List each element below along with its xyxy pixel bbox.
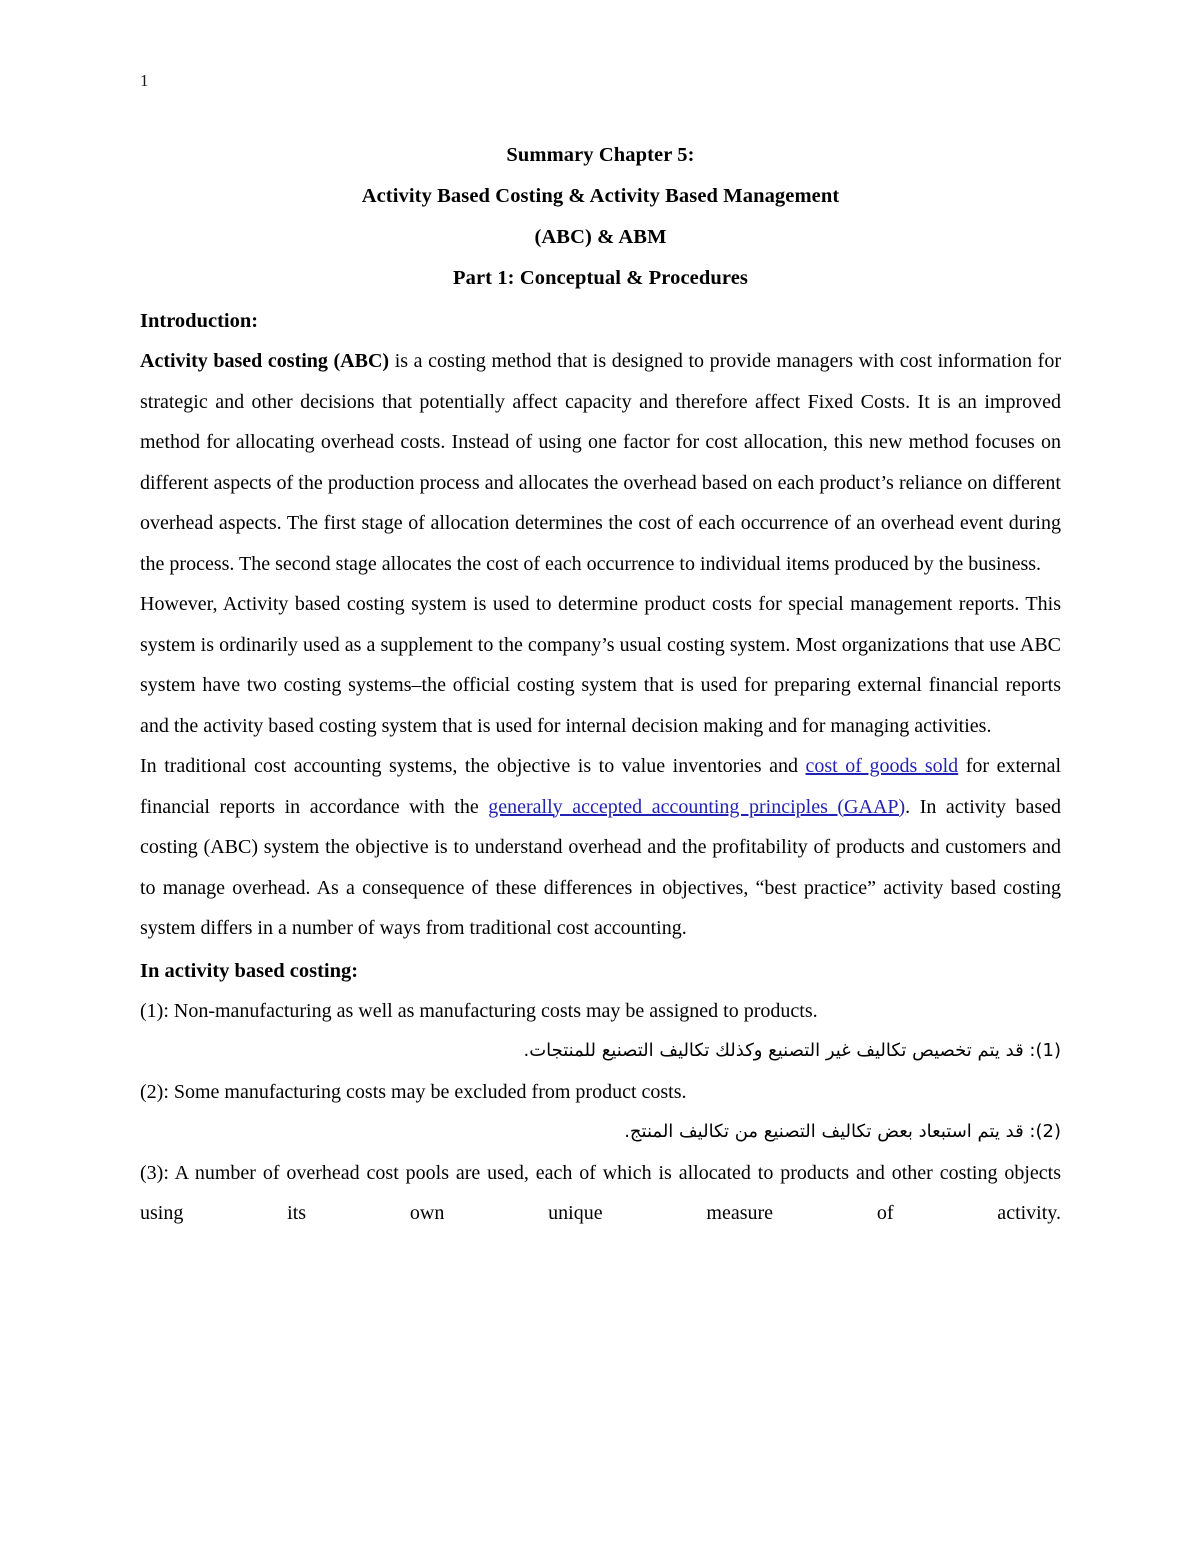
paragraph-traditional-text-2: for external financial reports in accordance with the — [140, 755, 1062, 818]
document-title-line-2: Activity Based Costing & Activity Based Management — [361, 185, 840, 207]
heading-in-activity-based-costing: In activity based costing: — [140, 959, 359, 982]
paragraph-traditional-text-3: . In activity based costing (ABC) system the objective is to understand overhead and the profitability of products and customers and to manage overhead. As a consequence of these differences in objectives, “best practice” activity based costing system differs in a number of ways from traditional cost accounting. — [140, 795, 1061, 939]
list-item: (3): A number of overhead cost pools are used, each of which is allocated to products and other costing objects using its own unique measure of activity. — [140, 1161, 1061, 1224]
list-item-arabic: (1): قد يتم تخصيص تكاليف غير التصنيع وكذلك تكاليف التصنيع للمنتجات. — [523, 1040, 1061, 1061]
link-gaap[interactable]: generally accepted accounting principles (GAAP) — [488, 795, 906, 818]
list-item: (2): Some manufacturing costs may be excluded from product costs. — [140, 1080, 687, 1103]
document-title-line-3: (ABC) & ABM — [534, 226, 667, 248]
page-number: 1 — [140, 71, 149, 90]
paragraph-special-reports: However, Activity based costing system is used to determine product costs for special management reports. This system is ordinarily used as a supplement to the company’s usual costing system. Most organizations that use ABC system have two costing systems–the official costing system that is used for preparing external financial reports and the activity based costing system that is used for internal decision making and for managing activities. — [140, 593, 1061, 737]
paragraph-intro-body: is a costing method that is designed to provide managers with cost information for strategic and other decisions that potentially affect capacity and therefore affect Fixed Costs. It is an improved method for allocating overhead costs. Instead of using one factor for cost allocation, this new method focuses on different aspects of the production process and allocates the overhead based on each product’s reliance on different overhead aspects. The first stage of allocation determines the cost of each occurrence of an overhead event during the process. The second stage allocates the cost of each occurrence to individual items produced by the business. — [140, 350, 1061, 575]
paragraph-traditional-vs-abc — [140, 746, 1061, 949]
paragraph-intro-lead: Activity based costing (ABC) — [140, 350, 390, 372]
paragraph-intro-definition — [140, 341, 1061, 584]
document-content — [140, 135, 1061, 1274]
paragraph-traditional-text-1: In traditional cost accounting systems, the objective is to value inventories and — [140, 755, 806, 777]
link-cost-of-goods-sold[interactable]: cost of goods sold — [805, 755, 959, 777]
list-item: (1): Non-manufacturing as well as manufacturing costs may be assigned to products. — [140, 999, 818, 1022]
document-title-line-1: Summary Chapter 5: — [506, 144, 695, 166]
document-title-line-4: Part 1: Conceptual & Procedures — [453, 267, 748, 289]
list-item-arabic: (2): قد يتم استبعاد بعض تكاليف التصنيع من تكاليف المنتج. — [624, 1121, 1061, 1142]
heading-introduction: Introduction: — [140, 310, 259, 332]
